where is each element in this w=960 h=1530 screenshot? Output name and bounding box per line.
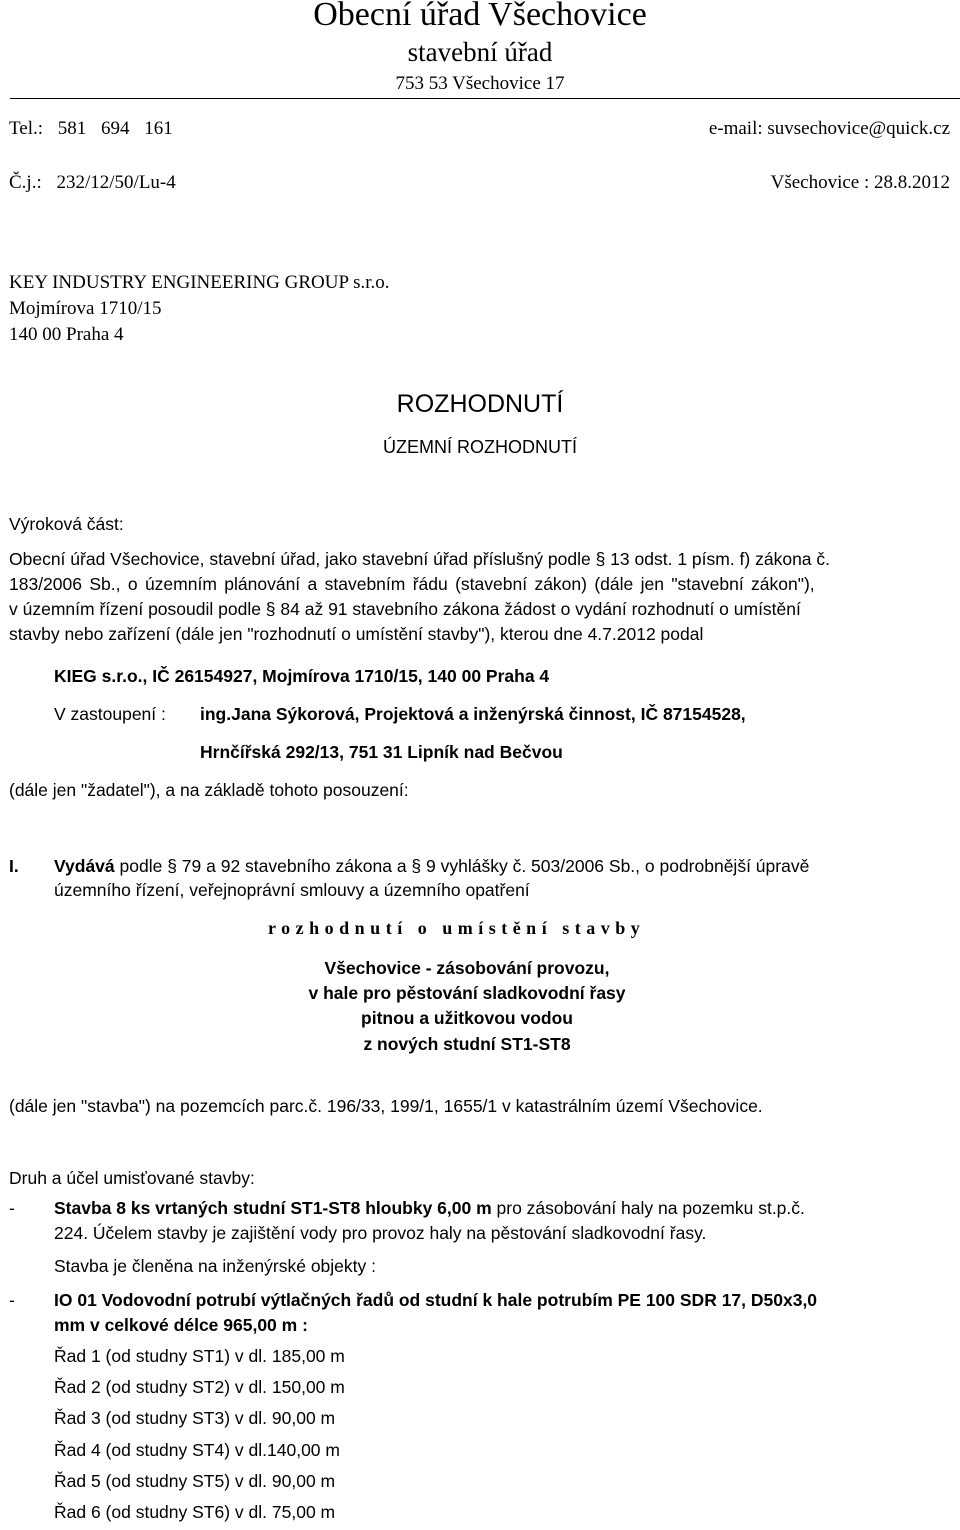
item-2-line-1: IO 01 Vodovodní potrubí výtlačných řadů od studní k hale potrubím PE 100 SDR 17, D50x3,0 xyxy=(54,1290,818,1310)
parcels-statement: (dále jen "stavba") na pozemcích parc.č. 196/33, 199/1, 1655/1 v katastrálním území Všechovice. xyxy=(9,1096,763,1116)
item-1-line-3: Stavba je členěna na inženýrské objekty : xyxy=(54,1256,376,1276)
reference-number: Č.j.: 232/12/50/Lu-4 xyxy=(9,172,176,193)
section-line-1 xyxy=(54,856,809,877)
item-1-bold: Stavba 8 ks vrtaných studní ST1-ST8 hloubky 6,00 m xyxy=(54,1198,492,1218)
list-item: Řad 1 (od studny ST1) v dl. 185,00 m xyxy=(54,1346,345,1366)
item-1-rest: pro zásobování haly na pozemku st.p.č. xyxy=(491,1198,805,1218)
section-text: podle § 79 a 92 stavebního zákona a § 9 vyhlášky č. 503/2006 Sb., o podrobnější úpravě xyxy=(114,856,810,876)
list-item: Řad 4 (od studny ST4) v dl.140,00 m xyxy=(54,1440,340,1460)
document-subtitle: ÚZEMNÍ ROZHODNUTÍ xyxy=(383,437,577,457)
intro-paragraph xyxy=(9,547,957,647)
department-name: stavební úřad xyxy=(407,37,553,67)
office-address: 753 53 Všechovice 17 xyxy=(395,73,565,94)
section-verb: Vydává xyxy=(54,856,115,876)
intro-line: Obecní úřad Všechovice, stavební úřad, jako stavební úřad příslušný podle § 13 odst. 1 písm. f) zákona č. xyxy=(9,549,831,569)
project-line: v hale pro pěstování sladkovodní řasy xyxy=(308,983,626,1003)
document-title: ROZHODNUTÍ xyxy=(396,390,564,418)
item-2-line-2: mm v celkové délce 965,00 m : xyxy=(54,1315,308,1335)
representative-line-1: ing.Jana Sýkorová, Projektová a inženýrská činnost, IČ 87154528, xyxy=(200,704,746,724)
applicant: KIEG s.r.o., IČ 26154927, Mojmírova 1710/15, 140 00 Praha 4 xyxy=(54,666,550,686)
intro-line: v územním řízení posoudil podle § 84 až 91 stavebního zákona žádost o vydání rozhodnutí o umístění xyxy=(9,599,801,619)
header-divider xyxy=(10,98,960,99)
item-1-line-2: 224. Účelem stavby je zajištění vody pro provoz haly na pěstování sladkovodní řasy. xyxy=(54,1223,707,1243)
item-1-line-1 xyxy=(54,1198,805,1219)
representation-label: V zastoupení : xyxy=(54,704,166,724)
list-item: Řad 3 (od studny ST3) v dl. 90,00 m xyxy=(54,1408,336,1428)
item-1-dash: - xyxy=(9,1198,15,1218)
recipient-street: Mojmírova 1710/15 xyxy=(9,298,162,319)
project-line: z nových studní ST1-ST8 xyxy=(363,1034,571,1054)
place-and-date: Všechovice : 28.8.2012 xyxy=(770,172,950,193)
purpose-heading: Druh a účel umisťované stavby: xyxy=(9,1168,255,1188)
list-item: Řad 6 (od studny ST6) v dl. 75,00 m xyxy=(54,1502,336,1522)
decision-title: rozhodnutí o umístění stavby xyxy=(268,918,646,938)
recipient-city: 140 00 Praha 4 xyxy=(9,324,124,345)
applicant-note: (dále jen "žadatel"), a na základě tohoto posouzení: xyxy=(9,780,409,800)
representative-line-2: Hrnčířská 292/13, 751 31 Lipník nad Bečvou xyxy=(200,742,563,762)
project-line: Všechovice - zásobování provozu, xyxy=(324,958,610,978)
intro-line: 183/2006 Sb., o územním plánování a stavebním řádu (stavební zákon) (dále jen "stavební zákon"), xyxy=(9,574,815,594)
project-line: pitnou a užitkovou vodou xyxy=(361,1008,573,1028)
list-item: Řad 5 (od studny ST5) v dl. 90,00 m xyxy=(54,1471,336,1491)
office-name: Obecní úřad Všechovice xyxy=(313,0,647,33)
intro-line: stavby nebo zařízení (dále jen "rozhodnutí o umístění stavby"), kterou dne 4.7.2012 podal xyxy=(9,624,704,644)
recipient-name: KEY INDUSTRY ENGINEERING GROUP s.r.o. xyxy=(9,272,390,293)
item-2-dash: - xyxy=(9,1290,15,1310)
email: e-mail: suvsechovice@quick.cz xyxy=(708,118,950,139)
section-numeral: I. xyxy=(9,856,19,876)
telephone: Tel.: 581 694 161 xyxy=(9,118,173,139)
list-item: Řad 2 (od studny ST2) v dl. 150,00 m xyxy=(54,1377,345,1397)
verdict-heading: Výroková část: xyxy=(9,514,124,534)
section-line-2: územního řízení, veřejnoprávní smlouvy a územního opatření xyxy=(54,880,530,900)
